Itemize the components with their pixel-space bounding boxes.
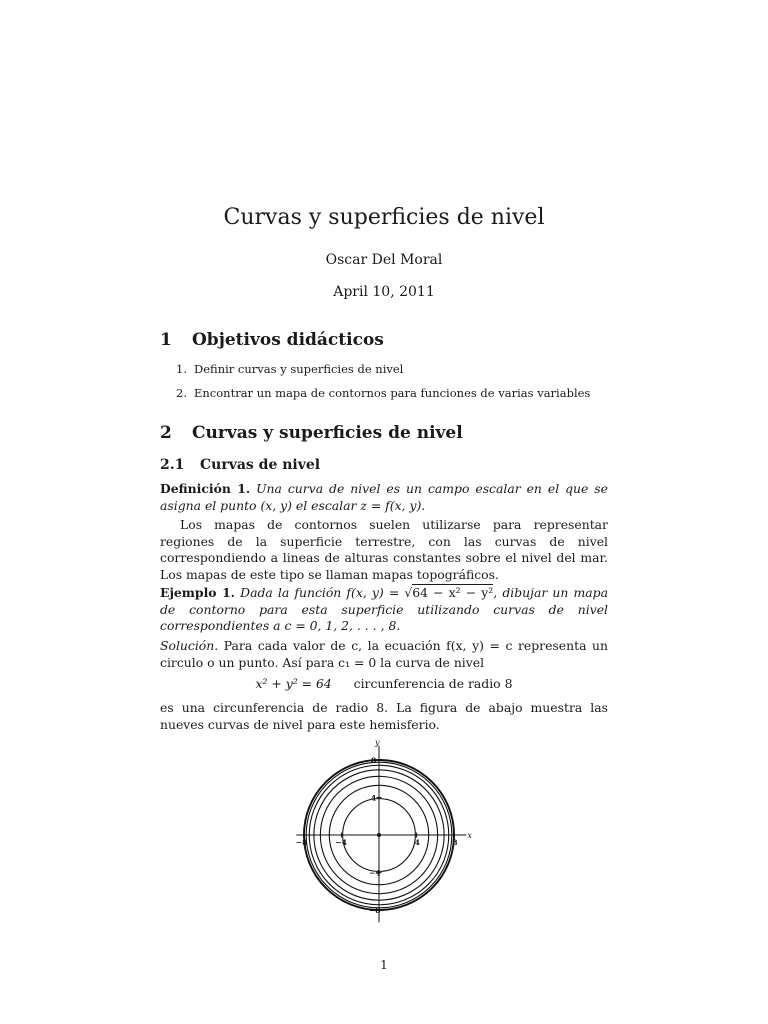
list-text: Encontrar un mapa de contornos para funciones de varias variables bbox=[194, 386, 591, 400]
publication-date: April 10, 2011 bbox=[333, 284, 435, 300]
example-text-before: Dada la función f(x, y) = bbox=[240, 585, 405, 600]
tick-label-x-8: 8 bbox=[452, 838, 458, 847]
section-heading-1 bbox=[160, 330, 384, 350]
example-text-after: , dibujar un mapa de contorno para esta superficie utilizando curvas de nivel correspondientes a c = 0, 1, 2, . . . , 8. bbox=[160, 585, 608, 633]
section-title: Objetivos didácticos bbox=[192, 330, 384, 350]
subsection-number: 2.1 bbox=[160, 457, 185, 473]
equation-rhs: circunferencia de radio 8 bbox=[353, 676, 513, 691]
subsection-title: Curvas de nivel bbox=[200, 457, 321, 473]
tick-label-x-neg8: −8 bbox=[295, 838, 308, 847]
example-label: Ejemplo 1. bbox=[160, 585, 235, 600]
solution-text: Para cada valor de c, la ecuación f(x, y) = c representa un circulo o un punto. Así para c₁ = 0 la curva de nivel bbox=[160, 638, 608, 670]
subsection-heading-2-1 bbox=[160, 457, 320, 473]
contour-point bbox=[377, 833, 381, 837]
contour-map-figure bbox=[288, 735, 478, 927]
definition-label: Definición 1. bbox=[160, 481, 251, 496]
definition-block bbox=[160, 481, 608, 514]
section-heading-2 bbox=[160, 423, 463, 443]
section-number: 1 bbox=[160, 330, 172, 350]
list-text: Definir curvas y superficies de nivel bbox=[194, 362, 404, 376]
tick-label-x-neg4: −4 bbox=[335, 838, 347, 847]
x-axis-label: x bbox=[467, 831, 472, 840]
tick-label-y-neg4: −4 bbox=[369, 868, 381, 878]
author-name: Oscar Del Moral bbox=[325, 252, 443, 268]
list-number: 1. bbox=[176, 362, 187, 376]
example-block bbox=[160, 585, 608, 635]
tick-label-y-4: 4 bbox=[371, 793, 377, 803]
objective-item-1 bbox=[176, 362, 403, 376]
page-number: 1 bbox=[380, 958, 388, 972]
sqrt-radicand: 64 − x² − y² bbox=[412, 585, 494, 600]
tick-label-x-4: 4 bbox=[414, 838, 420, 847]
paper-title: Curvas y superficies de nivel bbox=[223, 205, 545, 230]
list-number: 2. bbox=[176, 386, 187, 400]
y-axis-label: y bbox=[375, 737, 380, 747]
equation-lhs: x² + y² = 64 bbox=[255, 676, 332, 691]
paragraph-figure-intro: es una circunferencia de radio 8. La figura de abajo muestra las nueves curvas de nivel para este hemisferio. bbox=[160, 700, 608, 732]
solution-block bbox=[160, 638, 608, 671]
display-equation bbox=[160, 676, 608, 691]
paragraph-contour-maps: Los mapas de contornos suelen utilizarse para representar regiones de la superficie terrestre, con las curvas de nivel correspondiendo a lineas de alturas constantes sobre el nivel del mar. Los mapas de este tipo se llaman mapas topográficos. bbox=[160, 517, 608, 582]
section-number: 2 bbox=[160, 423, 172, 443]
tick-label-y-8: 8 bbox=[371, 755, 377, 765]
definition-text: Una curva de nivel es un campo escalar en el que se asigna el punto (x, y) el escalar z = f(x, y). bbox=[160, 481, 608, 513]
sqrt-sign: √ bbox=[404, 585, 413, 600]
solution-label: Solución. bbox=[160, 638, 219, 653]
tick-label-y-neg8: −8 bbox=[369, 906, 381, 916]
objective-item-2 bbox=[176, 386, 590, 400]
section-title: Curvas y superficies de nivel bbox=[192, 423, 463, 443]
